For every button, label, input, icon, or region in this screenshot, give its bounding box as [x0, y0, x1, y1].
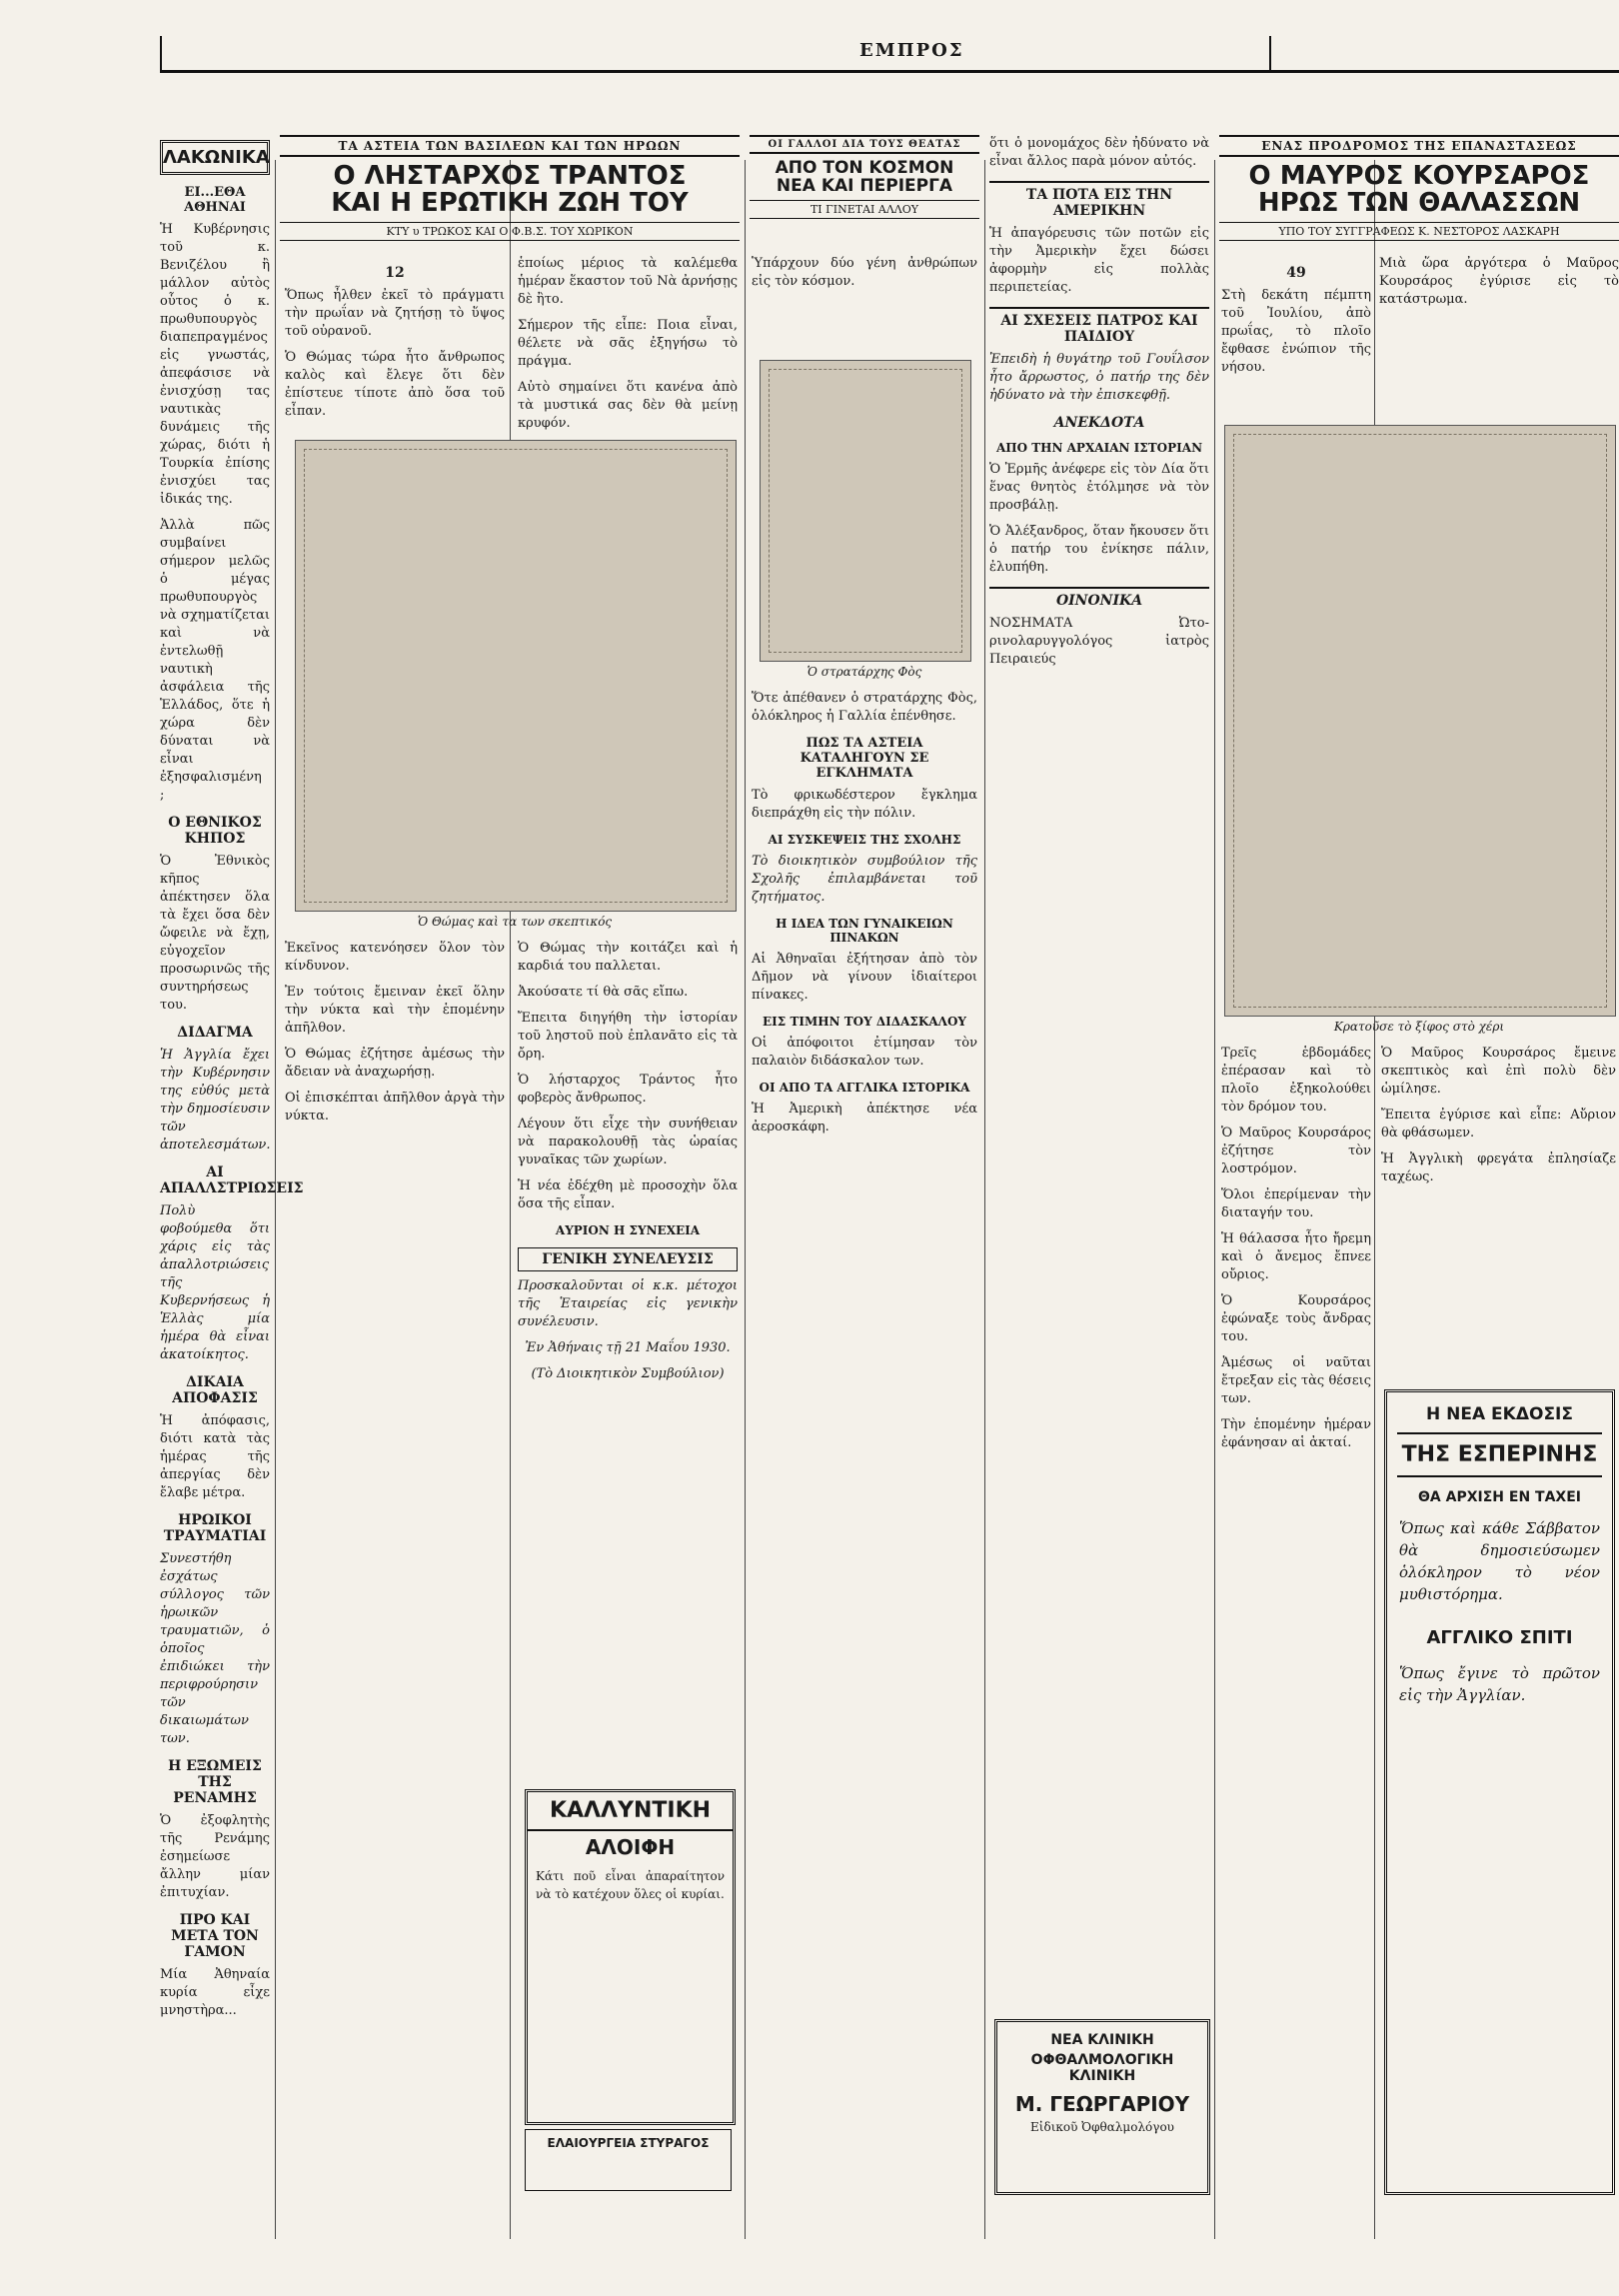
article-paragraph: Ἡ Κυβέρνησις τοῦ κ. Βενιζέλου ἢ μάλλον αὐτὸς οὗτος ὁ κ. πρωθυπουργὸς διαπεπραγμένος εἰς γνωστάς, ἀπεφάσισε νὰ ἐνισχύσῃ τας ναυτικὰς δυνάμεις τῆς χώρας, διότι ἡ Τουρκία ἐπίσης ἐνισχύει τας ἰδικάς της.	[160, 222, 270, 507]
portrait-caption: Ὁ στρατάρχης Φὸς	[807, 665, 922, 679]
article-paragraph: Αὐτὸ σημαίνει ὅτι κανένα ἀπὸ τὰ μυστικά σας δὲν θὰ μείνῃ κρυφόν.	[518, 380, 738, 431]
ad-line: ΤΗΣ ΕΣΠΕΡΙΝΗΣ	[1397, 1432, 1602, 1477]
koursaros-kicker: ΕΝΑΣ ΠΡΟΔΡΟΜΟΣ ΤΗΣ ΕΠΑΝΑΣΤΑΣΕΩΣ	[1219, 135, 1619, 157]
article-paragraph: Μία Ἀθηναία κυρία εἶχε μνηστὴρα...	[160, 1967, 270, 2018]
notice-heading: ΓΕΝΙΚΗ ΣΥΝΕΛΕΥΣΙΣ	[518, 1247, 738, 1271]
article-paragraph: Τὸ φρικωδέστερον ἔγκλημα διεπράχθη εἰς τὴν πόλιν.	[752, 788, 977, 821]
listarchos-kicker: ΤΑ ΑΣΤΕΙΑ ΤΩΝ ΒΑΣΙΛΕΩΝ ΚΑΙ ΤΩΝ ΗΡΩΩΝ	[280, 135, 740, 157]
article-paragraph: Ὁ Μαῦρος Κουρσάρος ἐζήτησε τὸν λοστρόμον.	[1221, 1126, 1371, 1176]
oil-mill-ad	[525, 2129, 732, 2191]
article-paragraph: Ἡ Ἀγγλικὴ φρεγάτα ἐπλησίαζε ταχέως.	[1381, 1151, 1616, 1184]
koursaros-intro-right	[1379, 255, 1619, 415]
section-heading: Η ΕΞΩΜΕΙΣ ΤΗΣ ΡΕΝΑΜΗΣ	[168, 1758, 262, 1806]
notice-date: Ἐν Ἀθήναις τῇ 21 Μαΐου 1930.	[525, 1340, 731, 1355]
section-heading: ΕΙΣ ΤΙΜΗΝ ΤΟΥ ΔΙΔΑΣΚΑΛΟΥ	[763, 1015, 966, 1029]
ad-text: Κάτι ποῦ εἶναι ἀπαραίτητον νὰ τὸ κατέχουν ὅλες οἱ κυρίαι.	[536, 1869, 725, 1901]
listarchos-intro-right	[518, 255, 738, 435]
article-paragraph: Λέγουν ὅτι εἶχε τὴν συνήθειαν νὰ παρακολουθῇ τὰς ὡραίας γυναῖκας τῶν χωρίων.	[518, 1117, 738, 1167]
chapter-number: 12	[385, 265, 405, 281]
article-paragraph: Συνεστήθη ἐσχάτως σύλλογος τῶν ἡρωικῶν τραυματιῶν, ὁ ὁποῖος ἐπιδιώκει τὴν περιφρούρησιν τῶν δικαιωμάτων των.	[160, 1551, 270, 1746]
column-rule	[984, 160, 985, 2239]
ad-name: Μ. ΓΕΩΡΓΑΡΙΟΥ	[1014, 2092, 1190, 2116]
world-news-title-line2: ΝΕΑ ΚΑΙ ΠΕΡΙΕΡΓΑ	[776, 175, 953, 196]
newspaper-page	[40, 30, 1619, 2289]
article-paragraph: Ἔπειτα διηγήθη τὴν ἱστορίαν τοῦ ληστοῦ ποὺ ἐπλανᾶτο εἰς τὰ ὄρη.	[518, 1011, 738, 1062]
article-paragraph: Ὁ Ἐρμῆς ἀνέφερε εἰς τὸν Δία ὅτι ἕνας θνητὸς ἐτόλμησε νὰ τὸν προσβάλῃ.	[989, 462, 1209, 513]
illustration-caption: Κρατοῦσε τὸ ξίφος στὸ χέρι	[1333, 1020, 1505, 1034]
section-heading: ΤΑ ΠΟΤΑ ΕΙΣ ΤΗΝ ΑΜΕΡΙΚΗΝ	[989, 181, 1209, 219]
article-paragraph: Ἡ Ἀγγλία ἔχει τὴν Κυβέρνησιν της εὐθύς μετὰ τὴν δημοσίευσιν τῶν ἀποτελεσμάτων.	[160, 1048, 271, 1152]
ad-title: ΚΑΛΛΥΝΤΙΚΗ	[528, 1792, 733, 1831]
article-paragraph: Τὸ διοικητικὸν συμβούλιον τῆς Σχολῆς ἐπιλαμβάνεται τοῦ ζητήματος.	[752, 854, 977, 905]
article-paragraph: Ἐν τούτοις ἔμειναν ἐκεῖ ὅλην τὴν νύκτα καὶ τὴν ἑπομένην ἀπῆλθον.	[285, 985, 505, 1036]
ad-title: ΑΓΓΛΙΚΟ ΣΠΙΤΙ	[1426, 1627, 1573, 1648]
article-paragraph: Τρεῖς ἑβδομάδες ἐπέρασαν καὶ τὸ πλοῖο ἐξηκολούθει τὸν δρόμον του.	[1221, 1046, 1371, 1115]
section-heading: ΑΝΕΚΔΟΤΑ	[1053, 415, 1145, 431]
esperini-edition-ad	[1384, 1389, 1615, 2195]
article-paragraph: ὅτι ὁ μονομάχος δὲν ἠδύνατο νὰ εἶναι ἄλλος παρὰ μόνον αὐτός.	[989, 136, 1209, 169]
section-heading: ΠΡΟ ΚΑΙ ΜΕΤΑ ΤΟΝ ΓΑΜΟΝ	[171, 1912, 259, 1960]
article-paragraph: Ὁ λήσταρχος Τράντος ἦτο φοβερὸς ἄνθρωπος.	[518, 1073, 738, 1106]
article-paragraph: Ὁ ἐξοφλητὴς τῆς Ρενάμης ἐσημείωσε ἄλλην μίαν ἐπιτυχίαν.	[160, 1813, 270, 1900]
swordsman-illustration	[1224, 425, 1616, 1017]
article-paragraph: Προσκαλοῦνται οἱ κ.κ. μέτοχοι τῆς Ἑταιρείας εἰς γενικὴν συνέλευσιν.	[518, 1278, 738, 1329]
column-five	[989, 135, 1209, 1934]
article-paragraph: Στὴ δεκάτη πέμπτη τοῦ Ἰουλίου, ἀπὸ πρωΐας, τὸ πλοῖο ἔφθασε ἐνώπιον τῆς νήσου.	[1221, 288, 1371, 375]
continuation-notice: ΑΥΡΙΟΝ Η ΣΥΝΕΧΕΙΑ	[555, 1223, 701, 1237]
masthead-left-tick	[160, 36, 162, 72]
cosmetic-ointment-ad	[525, 1789, 736, 2125]
article-paragraph: Ὁ Ἀλέξανδρος, ὅταν ἤκουσεν ὅτι ὁ πατήρ του ἐνίκησε πάλιν, ἐλυπήθη.	[989, 524, 1209, 575]
article-paragraph: Ἀμέσως οἱ ναῦται ἔτρεξαν εἰς τὰς θέσεις των.	[1221, 1355, 1371, 1406]
lakonika-title: ΛΑΚΩΝΙΚΑ	[160, 140, 270, 175]
section-heading: ΑΠΟ ΤΗΝ ΑΡΧΑΙΑΝ ΙΣΤΟΡΙΑΝ	[995, 441, 1203, 455]
article-paragraph: Ὁ Ἐθνικὸς κῆπος ἀπέκτησεν ὅλα τὰ ἔχει ὅσα δὲν ὤφειλε νὰ ἔχῃ, εὐγοχεῖον προσωρινῶς τῆς συντηρήσεως του.	[160, 854, 270, 1013]
listarchos-intro-left	[285, 255, 505, 435]
koursaros-intro-left	[1221, 255, 1371, 415]
lakonika-subtitle: ΕΙ...ΕΘΑ ΑΘΗΝΑΙ	[184, 185, 246, 215]
section-heading: Ο ΕΘΝΙΚΟΣ ΚΗΠΟΣ	[168, 815, 262, 847]
world-news-intro	[752, 255, 977, 355]
ad-text: Ὅπως καὶ κάθε Σάββατον θὰ δημοσιεύσωμεν ὁλόκληρον τὸ νέον μυθιστόρημα.	[1399, 1519, 1600, 1603]
article-paragraph: Ἡ Ἀμερικὴ ἀπέκτησε νέα ἀεροσκάφη.	[752, 1102, 977, 1135]
ad-line: ΟΦΘΑΛΜΟΛΟΓΙΚΗ ΚΛΙΝΙΚΗ	[1030, 2052, 1174, 2084]
article-paragraph: ΝΟΣΗΜΑΤΑ Ὠτο-ρινολαρυγγολόγος ἰατρὸς Πειραιεύς	[989, 616, 1209, 667]
article-paragraph: Ὁ Θώμας ἐζήτησε ἀμέσως τὴν ἄδειαν νὰ ἀναχωρήσῃ.	[285, 1047, 505, 1080]
masthead	[160, 40, 1619, 73]
column-rule	[275, 160, 276, 2239]
koursaros-title-line1: Ο ΜΑΥΡΟΣ ΚΟΥΡΣΑΡΟΣ	[1248, 161, 1590, 191]
ad-line: ΘΑ ΑΡΧΙΣΗ ΕΝ ΤΑΧΕΙ	[1418, 1489, 1581, 1505]
article-paragraph: Ἡ ἀπαγόρευσις τῶν ποτῶν εἰς τὴν Ἀμερικὴν ἔχει δώσει ἀφορμὴν εἰς πολλὰς περιπετείας.	[989, 226, 1209, 295]
masthead-title: ΕΜΠΡΟΣ	[859, 40, 964, 61]
ad-line: ΝΕΑ ΚΛΙΝΙΚΗ	[1050, 2032, 1154, 2048]
world-news-body	[752, 690, 977, 2209]
koursaros-title-line2: ΗΡΩΣ ΤΩΝ ΘΑΛΑΣΣΩΝ	[1257, 188, 1581, 219]
koursaros-byline: ΥΠΟ ΤΟΥ ΣΥΓΓΡΑΦΕΩΣ Κ. ΝΕΣΤΟΡΟΣ ΛΑΣΚΑΡΗ	[1219, 222, 1619, 241]
koursaros-header	[1219, 135, 1619, 250]
ad-subtitle: ΑΛΟΙΦΗ	[585, 1835, 676, 1859]
article-paragraph: Ὁ Θώμας τώρα ἦτο ἄνθρωπος καλὸς καὶ ἔλεγε ὅτι δὲν ἐπίστευε τίποτε ἀπὸ ὅσα τοῦ εἶπαν.	[285, 350, 505, 419]
ad-line: Η ΝΕΑ ΕΚΔΟΣΙΣ	[1425, 1404, 1573, 1424]
marshal-foch-portrait	[760, 360, 971, 662]
listarchos-byline: ΚΤΥ υ ΤΡΩΚΟΣ ΚΑΙ Ο Φ.Β.Σ. ΤΟΥ ΧΩΡΙΚΟΝ	[280, 222, 740, 241]
section-heading: ΟΙ ΑΠΟ ΤΑ ΑΓΓΛΙΚΑ ΙΣΤΟΡΙΚΑ	[759, 1081, 970, 1095]
article-paragraph: Ὁ Μαῦρος Κουρσάρος ἔμεινε σκεπτικὸς καὶ ἐπὶ πολὺ δὲν ὡμίλησε.	[1381, 1046, 1616, 1097]
article-paragraph: Ἡ ἀπόφασις, διότι κατὰ τὰς ἡμέρας τῆς ἀπεργίας δὲν ἔλαβε μέτρα.	[160, 1413, 270, 1500]
article-paragraph: Ἀλλὰ πῶς συμβαίνει σήμερον μελῶς ὁ μέγας πρωθυπουργὸς νὰ σχηματίζεται καὶ νὰ ἐντελωθῇ ναυτικὴ ἀσφάλεια τῆς Ἑλλάδος, ὅτε ἡ χώρα δὲν δύναται νὰ εἶναι ἐξησφαλισμένη ;	[160, 518, 270, 803]
seated-man-illustration	[295, 440, 737, 912]
article-paragraph: Οἱ ἀπόφοιτοι ἐτίμησαν τὸν παλαιὸν διδάσκαλον των.	[752, 1036, 977, 1069]
koursaros-body-right	[1381, 1045, 1616, 1374]
ad-text: Ὅπως ἔγινε τὸ πρῶτον εἰς τὴν Ἀγγλίαν.	[1399, 1664, 1600, 1704]
section-heading: ΗΡΩΙΚΟΙ ΤΡΑΥΜΑΤΙΑΙ	[163, 1512, 267, 1544]
article-paragraph: Ἀκούσατε τί θὰ σᾶς εἴπω.	[518, 985, 689, 1000]
article-paragraph: Ὁ Θώμας τὴν κοιτάζει καὶ ἡ καρδιά του παλλεται.	[518, 941, 738, 974]
chapter-number: 49	[1286, 265, 1306, 281]
article-paragraph: Ἡ θάλασσα ἦτο ἤρεμη καὶ ὁ ἄνεμος ἔπνεε οὔριος.	[1221, 1231, 1371, 1282]
listarchos-body-left	[285, 940, 505, 2219]
listarchos-title-line1: Ο ΛΗΣΤΑΡΧΟΣ ΤΡΑΝΤΟΣ	[333, 161, 687, 191]
world-news-header	[750, 135, 979, 250]
section-heading: ΔΙΚΑΙΑ ΑΠΟΦΑΣΙΣ	[172, 1374, 258, 1406]
masthead-mid-tick	[1269, 36, 1271, 72]
article-paragraph: Πολὺ φοβούμεθα ὅτι χάρις εἰς τὰς ἀπαλλοτριώσεις τῆς Κυβερνήσεως ἡ Ἑλλὰς μία ἡμέρα θὰ εἶναι ἀκατοίκητος.	[160, 1203, 270, 1362]
section-heading: ΑΙ ΣΧΕΣΕΙΣ ΠΑΤΡΟΣ ΚΑΙ ΠΑΙΔΙΟΥ	[989, 307, 1209, 345]
section-heading: Η ΙΔΕΑ ΤΩΝ ΓΥΝΑΙΚΕΙΩΝ ΠΙΝΑΚΩΝ	[776, 917, 953, 945]
article-paragraph: Ἐκεῖνος κατενόησεν ὅλον τὸν κίνδυνον.	[285, 941, 505, 974]
article-paragraph: Σήμερον τῆς εἶπε: Ποια εἶναι, θέλετε νὰ σᾶς ἐξηγήσω τὸ πράγμα.	[518, 318, 738, 369]
section-heading: ΑΙ ΑΠΑΛΛΣΤΡΙΩΣΕΙΣ	[160, 1164, 304, 1196]
article-paragraph: Ὁ Κουρσάρος ἐφώναξε τοὺς ἄνδρας του.	[1221, 1293, 1371, 1344]
column-rule	[745, 160, 746, 2239]
article-paragraph: Ἔπειτα ἐγύρισε καὶ εἶπε: Αὔριον θὰ φθάσωμεν.	[1381, 1108, 1616, 1141]
section-heading: ΔΙΔΑΓΜΑ	[177, 1025, 253, 1041]
koursaros-body-left	[1221, 1045, 1371, 2214]
ad-small: Εἰδικοῦ Ὀφθαλμολόγου	[1030, 2120, 1174, 2134]
column-lakonika	[160, 140, 304, 2219]
article-paragraph: Ὅπως ἦλθεν ἐκεῖ τὸ πράγματι τὴν πρωΐαν νὰ ζητήσῃ τὸ ὕψος τοῦ οὐρανοῦ.	[285, 288, 505, 339]
article-paragraph: Ἡ νέα ἐδέχθη μὲ προσοχὴν ὅλα ὅσα τῆς εἶπαν.	[518, 1178, 738, 1211]
section-heading: ΟΙΝΟΝΙΚΑ	[989, 587, 1209, 609]
article-paragraph: Ὅτε ἀπέθανεν ὁ στρατάρχης Φὸς, ὁλόκληρος ἡ Γαλλία ἐπένθησε.	[752, 691, 977, 724]
illustration-caption: Ὁ Θώμας καὶ τα των σκεπτικός	[417, 915, 613, 929]
article-paragraph: Ἐπειδὴ ἡ θυγάτηρ τοῦ Γουΐλσον ἦτο ἄρρωστος, ὁ πατήρ της δὲν ἠδύνατο νὰ τὴν ἐπισκεφθῇ.	[989, 352, 1209, 403]
article-paragraph: Μιὰ ὥρα ἀργότερα ὁ Μαῦρος Κουρσάρος ἐγύρισε εἰς τὸ κατάστρωμα.	[1379, 256, 1619, 307]
listarchos-title-line2: ΚΑΙ Η ΕΡΩΤΙΚΗ ΖΩΗ ΤΟΥ	[331, 188, 689, 219]
world-news-byline: ΤΙ ΓΙΝΕΤΑΙ ΑΛΛΟΥ	[750, 200, 979, 219]
world-news-kicker: ΟΙ ΓΑΛΛΟΙ ΔΙΑ ΤΟΥΣ ΘΕΑΤΑΣ	[750, 135, 979, 154]
section-heading: ΠΩΣ ΤΑ ΑΣΤΕΙΑ ΚΑΤΑΛΗΓΟΥΝ ΣΕ ΕΓΚΛΗΜΑΤΑ	[800, 736, 929, 781]
ad-title: ΕΛΑΙΟΥΡΓΕΙΑ ΣΤΥΡΑΓΟΣ	[547, 2136, 710, 2150]
section-heading: ΑΙ ΣΥΣΚΕΨΕΙΣ ΤΗΣ ΣΧΟΛΗΣ	[768, 833, 961, 847]
world-news-title-line1: ΑΠΟ ΤΟΝ ΚΟΣΜΟΝ	[775, 158, 954, 178]
listarchos-header	[280, 135, 740, 245]
eye-clinic-ad	[994, 2019, 1210, 2195]
article-paragraph: Τὴν ἑπομένην ἡμέραν ἐφάνησαν αἱ ἀκταί.	[1221, 1417, 1371, 1450]
article-paragraph: Αἱ Ἀθηναῖαι ἐξήτησαν ἀπὸ τὸν Δῆμον νὰ γίνουν ἰδιαίτεροι πίνακες.	[752, 952, 977, 1003]
article-paragraph: Ὑπάρχουν δύο γένη ἀνθρώπων εἰς τὸν κόσμον.	[752, 256, 977, 289]
article-paragraph: Οἱ ἐπισκέπται ἀπῆλθον ἀργὰ τὴν νύκτα.	[285, 1091, 505, 1124]
notice-signature: (Τὸ Διοικητικὸν Συμβούλιον)	[531, 1366, 725, 1381]
article-paragraph: ἑποίως μέριος τὰ καλέμεθα ἡμέραν ἕκαστον τοῦ Νὰ ἀρνήσῃς δὲ ἢτο.	[518, 256, 738, 307]
article-paragraph: Ὅλοι ἐπερίμεναν τὴν διαταγήν του.	[1221, 1187, 1371, 1220]
column-rule	[1214, 160, 1215, 2239]
